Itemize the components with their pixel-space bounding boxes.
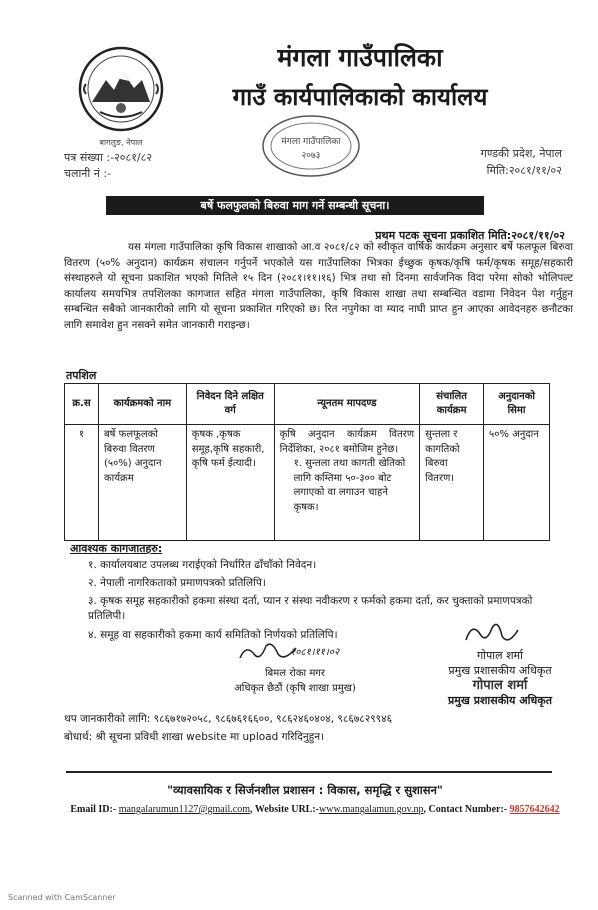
website-link[interactable]: www.mangalamun.gov.np bbox=[319, 804, 424, 815]
camscanner-watermark: Scanned with CamScanner bbox=[8, 893, 116, 902]
office-name: गाउँ कार्यपालिकाको कार्यालय bbox=[232, 82, 488, 111]
contact-label: , Contact Number:- bbox=[423, 804, 510, 815]
doc-item-3: ३. कृषक समूह सहकारीको हकमा संस्था दर्ता, प्यान र संस्था नवीकरण र फर्मको हकमा दर्ता, कर चुक्ताको प्रमाणपत्रको प्रतिलिपी। bbox=[88, 595, 533, 622]
doc-item-2: २. नेपाली नागरिकताको प्रमाणपत्रको प्रतिलिपि। bbox=[88, 577, 266, 589]
dispatch-number: चलानी नं :- bbox=[64, 167, 112, 180]
stamp-text: मंगला गाउँपालिका bbox=[281, 137, 341, 147]
signatory-right-title: प्रमुख प्रशासकीय अधिकृत bbox=[448, 664, 552, 677]
signature-scribble-left bbox=[238, 640, 298, 666]
handwritten-date: २०८१।११।०२ bbox=[290, 647, 340, 658]
col-header-program: कार्यक्रमको नाम bbox=[98, 384, 186, 425]
table-header-row bbox=[65, 384, 550, 425]
svg-text:२०७३: २०७३ bbox=[301, 151, 321, 161]
email-label: Email ID:- bbox=[70, 804, 119, 815]
notice-body: यस मंगला गाउँपालिका कृषि विकास शाखाको आ.व २०८१/८२ को स्वीकृत वार्षिक कार्यक्रम अनुसार बर्षे फलफूल बिरुवा वितरण (५०% अनुदान) कार्यक्रम संचालन गर्नुपर्ने भएकोले यस गाउँपालिका भित्रका ईच्छुक कृषक/कृषि फर्म/कृषक समूह/सहकारी संस्थाहरुले यो सूचना प्रकाशित भएको मितिले १५ दिन (२०८१।११।१६) भित्र तथा सो दिनमा सार्वजनिक विदा परेमा सोको भोलिपल्ट कार्यालय समयभित्र तपशिलका कागजात सहित मंगला गाउँपालिका, कृषि विकास शाखा तथा सम्बन्धित वडामा निवेदन पेश गर्नुहुन सम्बन्धित सबैको जानकारीको लागि यो सूचना प्रकाशित गरिएको छ। रित नपुगेका वा म्याद नाघी प्राप्त हुन आएका आवेदनहरु छनौटका लागि समावेश हुन नसक्ने समेत जानकारी गराइन्छ। bbox=[64, 241, 573, 331]
letter-date: मिति:२०८१/११/०२ bbox=[486, 164, 562, 177]
notice-banner: बर्षे फलफुलको बिरुवा माग गर्ने सम्बन्धी सूचना। bbox=[106, 196, 484, 215]
office-round-stamp bbox=[256, 112, 366, 180]
col-header-sn: क्र.स bbox=[65, 384, 99, 425]
footer-divider bbox=[66, 771, 552, 773]
signature-scribble-right bbox=[462, 620, 522, 648]
contact-phones: थप जानकारीको लागि: ९८६७१७२०५८, ९८६७६१६६००, ९८६२४६०४०४, ९८६७८२९९४६ bbox=[64, 713, 393, 725]
signatory-left-name: बिमल रोका मगर bbox=[264, 668, 326, 679]
reference-number: पत्र संख्या :-२०८१/८२ bbox=[64, 151, 153, 164]
cell-target: कृषक ,कृषक समूह,कृषि सहकारी, कृषि फर्म ईत्यादी। bbox=[186, 425, 274, 541]
cell-limit: ५०% अनुदान bbox=[484, 425, 550, 541]
col-header-criteria: न्यूनतम मापदण्ड bbox=[274, 384, 420, 425]
schedule-table bbox=[64, 383, 550, 541]
cell-conducted: सुन्तला र कागतिको बिरुवा वितरण। bbox=[420, 425, 484, 541]
emblem-caption: बागलुङ, नेपाल bbox=[99, 138, 143, 147]
col-header-target: निवेदन दिने लक्षित वर्ग bbox=[186, 384, 274, 425]
signatory-right bbox=[430, 648, 570, 708]
copy-note: बोधार्थ: श्री सूचना प्रविधी शाखा website मा upload गरिदिनुहुन। bbox=[64, 731, 325, 743]
criteria-sub: १. सुन्तला तथा कागती खेतिको लागि कम्तिमा ५०-३०० बोट लगाएको वा लगाउन चाहने कृषक। bbox=[293, 458, 406, 513]
province-label: गण्डकी प्रदेश, नेपाल bbox=[480, 147, 562, 160]
signatory-left bbox=[220, 666, 370, 696]
footer-contact-line bbox=[70, 804, 560, 815]
footer-motto: "व्यावसायिक र सिर्जनशील प्रशासन : विकास, समृद्धि र सुशासन" bbox=[167, 783, 443, 797]
table-row bbox=[65, 425, 550, 541]
signatory-right-name: गोपाल शर्मा bbox=[476, 649, 523, 662]
publication-date: प्रथम पटक सूचना प्रकाशित मिति:२०८१/११/०२ bbox=[375, 229, 565, 242]
col-header-conducted: संचालित कार्यक्रम bbox=[420, 384, 484, 425]
cell-program: बर्षे फलफूलको बिरुवा वितरण (५०%) अनुदान कार्यक्रम bbox=[98, 425, 186, 541]
signatory-right-stamp-title: प्रमुख प्रशासकीय अधिकृत bbox=[448, 694, 552, 707]
doc-item-4: ४. समूह वा सहकारीको हकमा कार्य समितिको निर्णयको प्रतिलिपि। bbox=[88, 629, 338, 641]
nepal-emblem-logo bbox=[76, 44, 166, 134]
cell-sn: १ bbox=[65, 425, 99, 541]
required-docs-title: आवश्यक कागजातहरु: bbox=[70, 542, 163, 555]
doc-item-1: १. कार्यालयबाट उपलब्ध गराईएको निर्धारित ढाँचाँको निवेदन। bbox=[88, 559, 317, 571]
criteria-main: कृषि अनुदान कार्यक्रम वितरण निर्देशिका, २०८१ बमोजिम हुनेछ। bbox=[279, 429, 415, 455]
municipality-name: मंगला गाउँपालिका bbox=[277, 43, 443, 72]
signatory-left-title: अधिकृत छैठौं (कृषि शाखा प्रमुख) bbox=[234, 683, 356, 694]
schedule-label: तपशिल bbox=[66, 369, 97, 382]
signatory-right-stamp-name: गोपाल शर्मा bbox=[472, 678, 528, 693]
contact-number: 9857642642 bbox=[509, 804, 560, 815]
website-label: , Website URL:- bbox=[250, 804, 319, 815]
cell-criteria bbox=[274, 425, 420, 541]
email-link[interactable]: mangalarumun1127@gmail.com bbox=[118, 804, 251, 815]
col-header-limit: अनुदानको सिमा bbox=[484, 384, 550, 425]
